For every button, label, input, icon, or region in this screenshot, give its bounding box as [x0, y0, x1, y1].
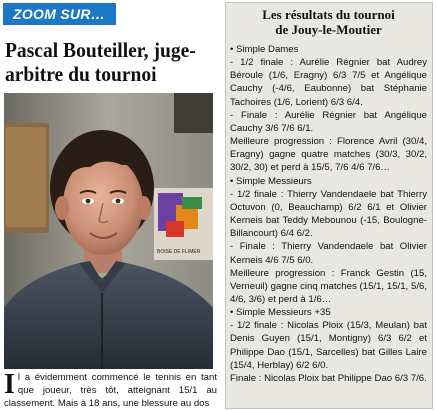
result-paragraph: - 1/2 finale : Nicolas Ploix (15/3, Meulan) bat Denis Guyen (15/1, Montigny) 6/3 6/2 et Philippe Dao (15/1, Sarcelles) bat Gilles Laire (15/4, Herblay) 6/2 6/0.	[230, 320, 427, 371]
headline	[5, 38, 205, 86]
result-paragraph: Meilleure progression : Florence Avril (30/4, Eragny) gagne quatre matches (30/3, 30/2, 30/2, 30) et perd à 15/5, 7/6 4/6 7/6…	[230, 136, 427, 174]
lead-paragraph	[4, 369, 217, 410]
result-paragraph: - Finale : Thierry Vandendaele bat Olivier Kerneis 4/6 7/5 6/0.	[230, 241, 427, 266]
result-paragraph: • Simple Messieurs	[230, 175, 312, 187]
result-paragraph: - 1/2 finale : Thierry Vandendaele bat Thierry Octuvon (0, Beauchamp) 6/2 6/1 et Olivier Kerneis bat Teddy Mebounou (-15, Boulogne-Billancourt) 6/4 6/2.	[230, 188, 427, 240]
results-title-line-2: de Jouy-le-Moutier	[275, 22, 382, 37]
dropcap-letter: I	[4, 369, 15, 400]
lead-text: l a évidemment commencé le tennis en tant que joueur, très tôt, atteignant 15/1 au classement. Mais à 18 ans, une blessure au dos	[4, 372, 217, 409]
result-paragraph: Meilleure progression : Franck Gestin (15, Verneuil) gagne cinq matches (15/1, 15/1, 5/6, 4/6, 3/6) et perd à 1/6…	[230, 267, 427, 305]
result-paragraph: - Finale : Aurélie Régnier bat Angélique Cauchy 3/6 7/6 6/1.	[230, 109, 427, 134]
results-title-line-1: Les résultats du tournoi	[262, 7, 395, 22]
results-title	[230, 7, 427, 37]
poster-caption: BOISE DE FLIMER	[157, 249, 201, 255]
result-paragraph: • Simple Dames	[230, 44, 299, 55]
results-list	[230, 43, 427, 385]
section-tag: ZOOM SUR…	[3, 3, 116, 25]
portrait-photo	[4, 93, 213, 369]
result-paragraph: - 1/2 finale : Aurélie Régnier bat Audrey Béroule (1/6, Eragny) 6/3 7/5 et Angélique Cauchy (-4/6, Eaubonne) bat Stéphanie Tachoires (1/6, Lorient) 6/3 6/4.	[230, 57, 427, 108]
result-paragraph: • Simple Messieurs +35	[230, 307, 331, 319]
headline-line-1: Pascal Bouteiller, juge-	[5, 38, 196, 62]
results-sidebar	[225, 2, 433, 409]
headline-line-2: arbitre du tournoi	[5, 62, 157, 86]
result-paragraph: Finale : Nicolas Ploix bat Philippe Dao 6/3 7/6.	[230, 372, 427, 384]
